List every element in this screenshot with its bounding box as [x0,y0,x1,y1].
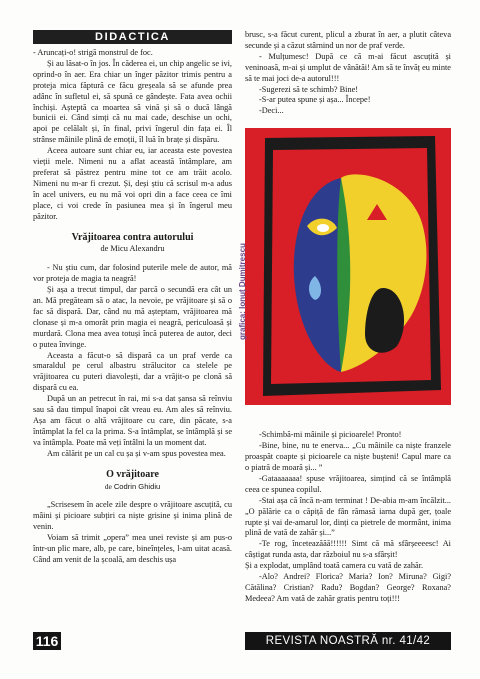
section-header [33,30,232,44]
magazine-title: REVISTA NOASTRĂ nr. 41/42 [265,635,431,647]
magazine-footer [245,632,451,650]
paragraph: -Gataaaaaaa! spuse vrăjitoarea, simțind că se întâmplă ceea ce spunea copilul. [245,473,451,494]
paragraph: Și a explodat, umplând toată camera cu vată de zahăr. [245,561,424,571]
story-author: de Micu Alexandru [100,244,165,254]
paragraph: - Nu știu cum, dar folosind puterile mele de autor, mă vor proteja de magia ta neagră! [33,263,232,284]
paragraph: Am călărit pe un cal cu șa și v-am spus povestea mea. [47,448,226,458]
paragraph: -Bine, bine, nu te enerva... „Cu mâinile ca niște franzele proaspăt coapte și picioarele ca niște bușteni! Capul mare ca o piatră de moară și... ” [245,441,451,472]
mask-painting [245,128,451,405]
story-title: Vrăjitoarea contra autorului [71,231,194,243]
paragraph: Și așa a trecut timpul, dar parcă o secundă era cât un an. Mă pregăteam să o atac, la nevoie, pe vrăjitoare și să o fac să dispară. Dar, când nu mă așteptam, vrăjitoarea mă clonase și m-a omorât prin magia ei neagră, periculoasă și murdară. Clona mea avea totuși încă puterea de autor, deci o putea învinge. [33,285,232,349]
paragraph: Aceasta a făcut-o să dispară ca un praf verde ca smaraldul pe cerul albastru strălucitor ca stelele pe vrăjitoarea cu puteri diavolești, dar a vrăjit-o pe clonă să dispară cu ea. [33,350,232,393]
page-number-box [33,632,61,650]
story-author [33,482,232,493]
paragraph: Aceea autoare sunt chiar eu, iar aceasta este povestea vieții mele. Nimeni nu a aflat această întâmplare, am preferat să păstrez pentru mine tot ce am trăit acolo. Nimeni nu m-ar fi crezut. Și, deși știu că scrisul m-a adus în acel univers, eu nu mă voi opri din a face ceea ce îmi place, ci voi crede în pasiunea mea și în îngerul meu păzitor. [33,146,232,221]
paragraph: -Stai așa că încă n-am terminat ! De-abia m-am încălzit... „O pălărie ca o căpiță de fân rămasă iarna după ger, țoale rupte și vai de-amarul lor, dinți ca pietrele de mormânt, inima plină de vată de zahăr și...” [245,495,451,538]
paragraph: -S-ar putea spune și așa... Începe! [259,95,371,105]
paragraph: „Scrisesem în acele zile despre o vrăjitoare ascuțită, cu mâini și picioare subțiri ca niște grisine și inima plină de venin. [33,500,232,532]
paragraph: -Alo? Andrei? Florica? Maria? Ion? Miruna? Gigi? Cătălina? Cristian? Radu? Bogdan? George? Roxana? Medeea? Am vată de zahăr gratis pentru toți!!! [245,572,451,603]
paragraph: brusc, s-a făcut curent, plicul a zburat în aer, a plutit câteva secunde și a căzut stârnind un nor de praf verde. [245,30,451,50]
paragraph: -Te rog, înceteazăăă!!!!!! Simt că mă sfârșeeeesc! Ai câștigat runda asta, dar războiul nu s-a sfârșit! [245,539,451,560]
child-artwork-mask [245,128,451,405]
author-prefix: de [104,481,112,491]
paragraph: - Aruncați-o! strigă monstrul de foc. [33,48,153,57]
page-number: 116 [35,633,59,649]
paragraph: După un an petrecut în rai, mi s-a dat șansa să reînviu sau să dau timpul înapoi cât vreau eu. Am ales să reînviu. Așa am făcut o altă vrăjitoare cu care, din păcate, s-a întâmplat la fel ca la prima. S-a întâmplat, se întâmplă și se va întâmpla. Poate mă veți întâlni la un moment dat. [33,394,232,447]
paragraph: - Mulțumesc! După ce că m-ai făcut ascuțită și veninoasă, m-ai și umplut de vânătăi! Am să te învăț eu minte să te mai joci de-a autorul!!! [245,51,451,83]
paragraph: -Deci... [259,106,284,116]
paragraph: -Schimbă-mi mâinile și picioarele! Pronto! [259,430,402,440]
section-title: DIDACTICA [95,31,170,43]
paragraph: -Sugerezi să te schimb? Bine! [259,84,359,94]
paragraph: Și au lăsat-o în jos. În căderea ei, un chip angelic se ivi, oprind-o în aer. Era chiar un înger păzitor trimis pentru a proteja mica făptură ce făcu greșeala să se afunde prea adânc în sufletul ei, să spună ce gândește. Fata avea ochii închiși. Așteptă ca moartea să vină și să o ducă lângă bunicii ei. Când simți că nu mai cade, deschise un ochi, apoi pe celălalt și, în final, privi îngerul din fața ei. Îl strânse mâinile plină de emoții, îl luă în brațe și dispăru. [33,58,232,145]
story-title: O vrăjitoare [106,468,159,480]
left-column [33,48,232,566]
artwork-caption: grafica: Ionuț Dumitrescu [238,243,247,340]
paragraph: Voiam să trimit „opera” mea unei reviste și am pus-o într-un plic mare, alb, pe care, bineînțeles, l-am uitat acasă. Când am venit de la școală, am deschis ușa [33,533,232,564]
author-name: Codrin Ghidiu [113,481,161,491]
